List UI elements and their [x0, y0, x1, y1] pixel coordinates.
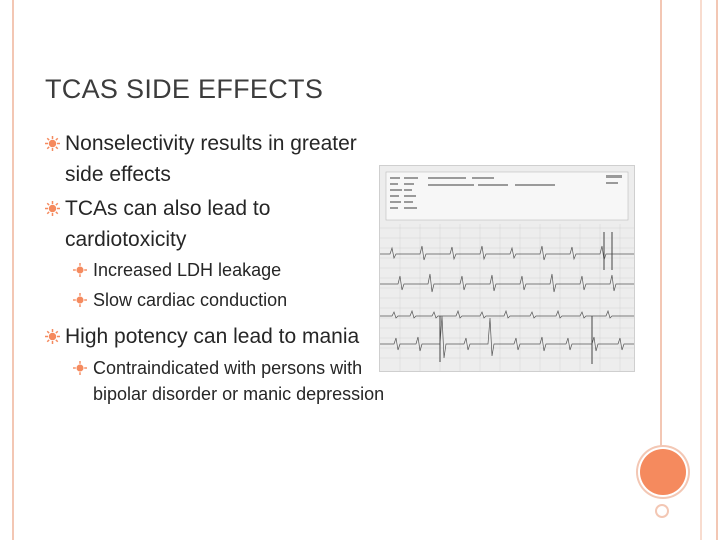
bullet-list: [45, 128, 385, 407]
decorative-orange-circle: [640, 449, 686, 495]
sub-bullet-item: [45, 287, 385, 313]
decorative-small-circle: [655, 504, 669, 518]
frame-line-outer: [700, 0, 702, 540]
bullet-item: [45, 193, 385, 255]
sun-star-icon: [73, 263, 87, 277]
sun-star-icon: [45, 329, 60, 344]
sub-bullet-item: [45, 257, 385, 283]
sub-bullet-item: [45, 355, 385, 407]
sun-star-icon: [45, 136, 60, 151]
sun-star-icon: [73, 361, 87, 375]
bullet-text: TCAs can also lead to cardiotoxicity: [65, 197, 271, 251]
ekg-strip-image: [379, 165, 635, 372]
bullet-item: [45, 321, 385, 352]
sub-bullet-text: Increased LDH leakage: [93, 260, 282, 280]
frame-line-right: [660, 0, 662, 450]
bullet-text: High potency can lead to mania: [65, 325, 360, 348]
bullet-text: Nonselectivity results in greater side effects: [65, 132, 357, 186]
sub-bullet-text: Slow cardiac conduction: [93, 290, 288, 310]
sun-star-icon: [73, 293, 87, 307]
sun-star-icon: [45, 201, 60, 216]
bullet-item: [45, 128, 385, 190]
slide-title: TCAS SIDE EFFECTS: [45, 74, 324, 104]
sub-bullet-text: Contraindicated with persons with bipolar disorder or manic depression: [93, 358, 385, 404]
